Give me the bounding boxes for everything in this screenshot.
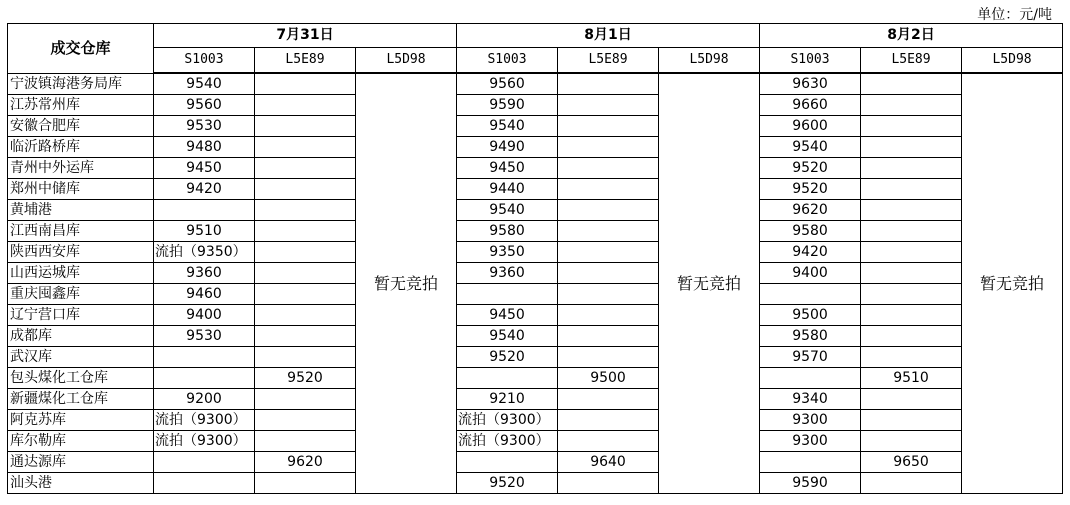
price-cell: [861, 305, 962, 326]
grade-header: L5E89: [861, 48, 962, 74]
table-row: [8, 179, 1063, 200]
price-cell: 9580: [760, 326, 861, 347]
no-bid-cell: 暂无竞拍: [962, 73, 1063, 494]
price-cell: [760, 284, 861, 305]
warehouse-name: 宁波镇海港务局库: [8, 73, 154, 95]
price-cell: 9200: [154, 389, 255, 410]
warehouse-name: 汕头港: [8, 473, 154, 494]
table-row: [8, 158, 1063, 179]
price-cell: 9500: [760, 305, 861, 326]
price-cell: 9520: [255, 368, 356, 389]
price-cell: 9420: [760, 242, 861, 263]
warehouse-name: 武汉库: [8, 347, 154, 368]
warehouse-name: 通达源库: [8, 452, 154, 473]
auction-price-table: [7, 23, 1063, 494]
price-cell: 9440: [457, 179, 558, 200]
price-cell: 9580: [760, 221, 861, 242]
price-cell: [861, 410, 962, 431]
price-cell: [861, 242, 962, 263]
table-row: [8, 431, 1063, 452]
warehouse-name: 阿克苏库: [8, 410, 154, 431]
price-cell: 9540: [154, 73, 255, 95]
price-cell: [255, 473, 356, 494]
price-cell: [255, 347, 356, 368]
table-row: [8, 284, 1063, 305]
price-cell: 9590: [457, 95, 558, 116]
price-cell: [558, 200, 659, 221]
price-cell: [558, 137, 659, 158]
price-cell: [154, 368, 255, 389]
price-cell: [861, 200, 962, 221]
price-cell: [457, 284, 558, 305]
price-cell: [558, 263, 659, 284]
warehouse-name: 青州中外运库: [8, 158, 154, 179]
table-row: [8, 242, 1063, 263]
price-cell: 9360: [457, 263, 558, 284]
grade-header: L5D98: [356, 48, 457, 74]
price-cell: [861, 389, 962, 410]
price-cell: 9570: [760, 347, 861, 368]
price-cell: [861, 116, 962, 137]
warehouse-name: 包头煤化工仓库: [8, 368, 154, 389]
price-cell: [558, 95, 659, 116]
price-cell: [255, 137, 356, 158]
table-row: [8, 347, 1063, 368]
price-cell: [558, 431, 659, 452]
price-cell: [255, 221, 356, 242]
price-cell: 9420: [154, 179, 255, 200]
price-cell: [558, 347, 659, 368]
price-cell: [861, 95, 962, 116]
price-cell: 9530: [154, 326, 255, 347]
price-cell: 9450: [154, 158, 255, 179]
table-row: [8, 368, 1063, 389]
price-cell: [255, 284, 356, 305]
price-cell: [154, 200, 255, 221]
price-cell: [558, 158, 659, 179]
price-cell: [255, 389, 356, 410]
price-cell: 9560: [457, 73, 558, 95]
table-row: [8, 473, 1063, 494]
warehouse-name: 黄埔港: [8, 200, 154, 221]
price-cell: [154, 452, 255, 473]
price-cell: 9350: [457, 242, 558, 263]
date-header: 8月1日: [457, 24, 760, 48]
price-cell: [861, 473, 962, 494]
price-cell: [558, 179, 659, 200]
price-cell: 流拍（9300）: [154, 410, 255, 431]
price-cell: 9450: [457, 305, 558, 326]
warehouse-name: 辽宁营口库: [8, 305, 154, 326]
price-cell: [558, 326, 659, 347]
table-body: [8, 73, 1063, 494]
price-cell: [861, 73, 962, 95]
price-cell: [861, 431, 962, 452]
price-cell: [861, 326, 962, 347]
price-cell: 9620: [255, 452, 356, 473]
price-cell: 9620: [760, 200, 861, 221]
warehouse-name: 重庆囤鑫库: [8, 284, 154, 305]
price-cell: [255, 200, 356, 221]
grade-header: S1003: [154, 48, 255, 74]
price-cell: 9630: [760, 73, 861, 95]
warehouse-name: 临沂路桥库: [8, 137, 154, 158]
price-cell: 9450: [457, 158, 558, 179]
price-cell: [154, 347, 255, 368]
table-row: [8, 326, 1063, 347]
grade-header: L5E89: [255, 48, 356, 74]
price-cell: [255, 431, 356, 452]
price-cell: [255, 116, 356, 137]
grade-header: L5D98: [962, 48, 1063, 74]
grade-header: L5E89: [558, 48, 659, 74]
price-cell: [255, 410, 356, 431]
price-cell: [255, 305, 356, 326]
price-cell: 9590: [760, 473, 861, 494]
warehouse-name: 山西运城库: [8, 263, 154, 284]
price-cell: [457, 368, 558, 389]
price-cell: 9540: [457, 326, 558, 347]
price-cell: 9520: [760, 179, 861, 200]
price-cell: 9520: [457, 347, 558, 368]
warehouse-name: 新疆煤化工仓库: [8, 389, 154, 410]
warehouse-name: 库尔勒库: [8, 431, 154, 452]
price-cell: [861, 179, 962, 200]
price-cell: 9540: [457, 200, 558, 221]
price-cell: [861, 263, 962, 284]
table-row: [8, 73, 1063, 95]
price-cell: [558, 473, 659, 494]
price-cell: 9560: [154, 95, 255, 116]
no-bid-cell: 暂无竞拍: [356, 73, 457, 494]
price-cell: 9340: [760, 389, 861, 410]
price-cell: [558, 221, 659, 242]
table-row: [8, 263, 1063, 284]
table-row: [8, 410, 1063, 431]
date-header: 8月2日: [760, 24, 1063, 48]
price-cell: 流拍（9300）: [457, 431, 558, 452]
table-row: [8, 137, 1063, 158]
warehouse-name: 郑州中储库: [8, 179, 154, 200]
price-cell: [861, 347, 962, 368]
table-row: [8, 389, 1063, 410]
unit-label: 单位：元/吨: [977, 7, 1052, 23]
price-cell: 9510: [154, 221, 255, 242]
price-cell: [154, 473, 255, 494]
table-row: [8, 95, 1063, 116]
table-row: [8, 200, 1063, 221]
price-cell: [457, 452, 558, 473]
price-cell: 9300: [760, 431, 861, 452]
date-header: 7月31日: [154, 24, 457, 48]
warehouse-name: 江苏常州库: [8, 95, 154, 116]
price-cell: [255, 158, 356, 179]
warehouse-name: 安徽合肥库: [8, 116, 154, 137]
price-cell: [861, 284, 962, 305]
price-cell: [255, 242, 356, 263]
price-cell: 9540: [760, 137, 861, 158]
price-cell: 流拍（9300）: [154, 431, 255, 452]
price-cell: 9500: [558, 368, 659, 389]
price-cell: 9580: [457, 221, 558, 242]
price-cell: 9360: [154, 263, 255, 284]
price-cell: 9400: [154, 305, 255, 326]
price-cell: 9530: [154, 116, 255, 137]
price-cell: 9520: [457, 473, 558, 494]
price-cell: [861, 221, 962, 242]
price-cell: [558, 389, 659, 410]
table-row: [8, 305, 1063, 326]
grade-header: S1003: [457, 48, 558, 74]
table-row: [8, 452, 1063, 473]
warehouse-column-header: 成交仓库: [8, 24, 154, 74]
price-cell: [558, 305, 659, 326]
price-cell: [255, 326, 356, 347]
price-cell: [255, 95, 356, 116]
table-row: [8, 221, 1063, 242]
price-cell: 9640: [558, 452, 659, 473]
price-cell: 9300: [760, 410, 861, 431]
price-cell: [558, 242, 659, 263]
price-cell: [861, 158, 962, 179]
price-cell: 9540: [457, 116, 558, 137]
price-cell: [255, 263, 356, 284]
grade-header: L5D98: [659, 48, 760, 74]
table-row: [8, 116, 1063, 137]
no-bid-cell: 暂无竞拍: [659, 73, 760, 494]
price-cell: 9480: [154, 137, 255, 158]
price-cell: 9520: [760, 158, 861, 179]
warehouse-name: 陕西西安库: [8, 242, 154, 263]
price-cell: 9510: [861, 368, 962, 389]
price-cell: 9460: [154, 284, 255, 305]
price-cell: [558, 73, 659, 95]
price-cell: 9490: [457, 137, 558, 158]
price-cell: [255, 73, 356, 95]
price-cell: 9660: [760, 95, 861, 116]
price-cell: [558, 116, 659, 137]
price-cell: 流拍（9350）: [154, 242, 255, 263]
price-cell: [255, 179, 356, 200]
warehouse-name: 成都库: [8, 326, 154, 347]
price-cell: 9210: [457, 389, 558, 410]
price-cell: 9600: [760, 116, 861, 137]
price-cell: [760, 368, 861, 389]
price-cell: 流拍（9300）: [457, 410, 558, 431]
price-cell: 9400: [760, 263, 861, 284]
price-cell: [760, 452, 861, 473]
grade-header: S1003: [760, 48, 861, 74]
price-cell: [861, 137, 962, 158]
warehouse-name: 江西南昌库: [8, 221, 154, 242]
price-cell: [558, 284, 659, 305]
price-cell: [558, 410, 659, 431]
price-cell: 9650: [861, 452, 962, 473]
